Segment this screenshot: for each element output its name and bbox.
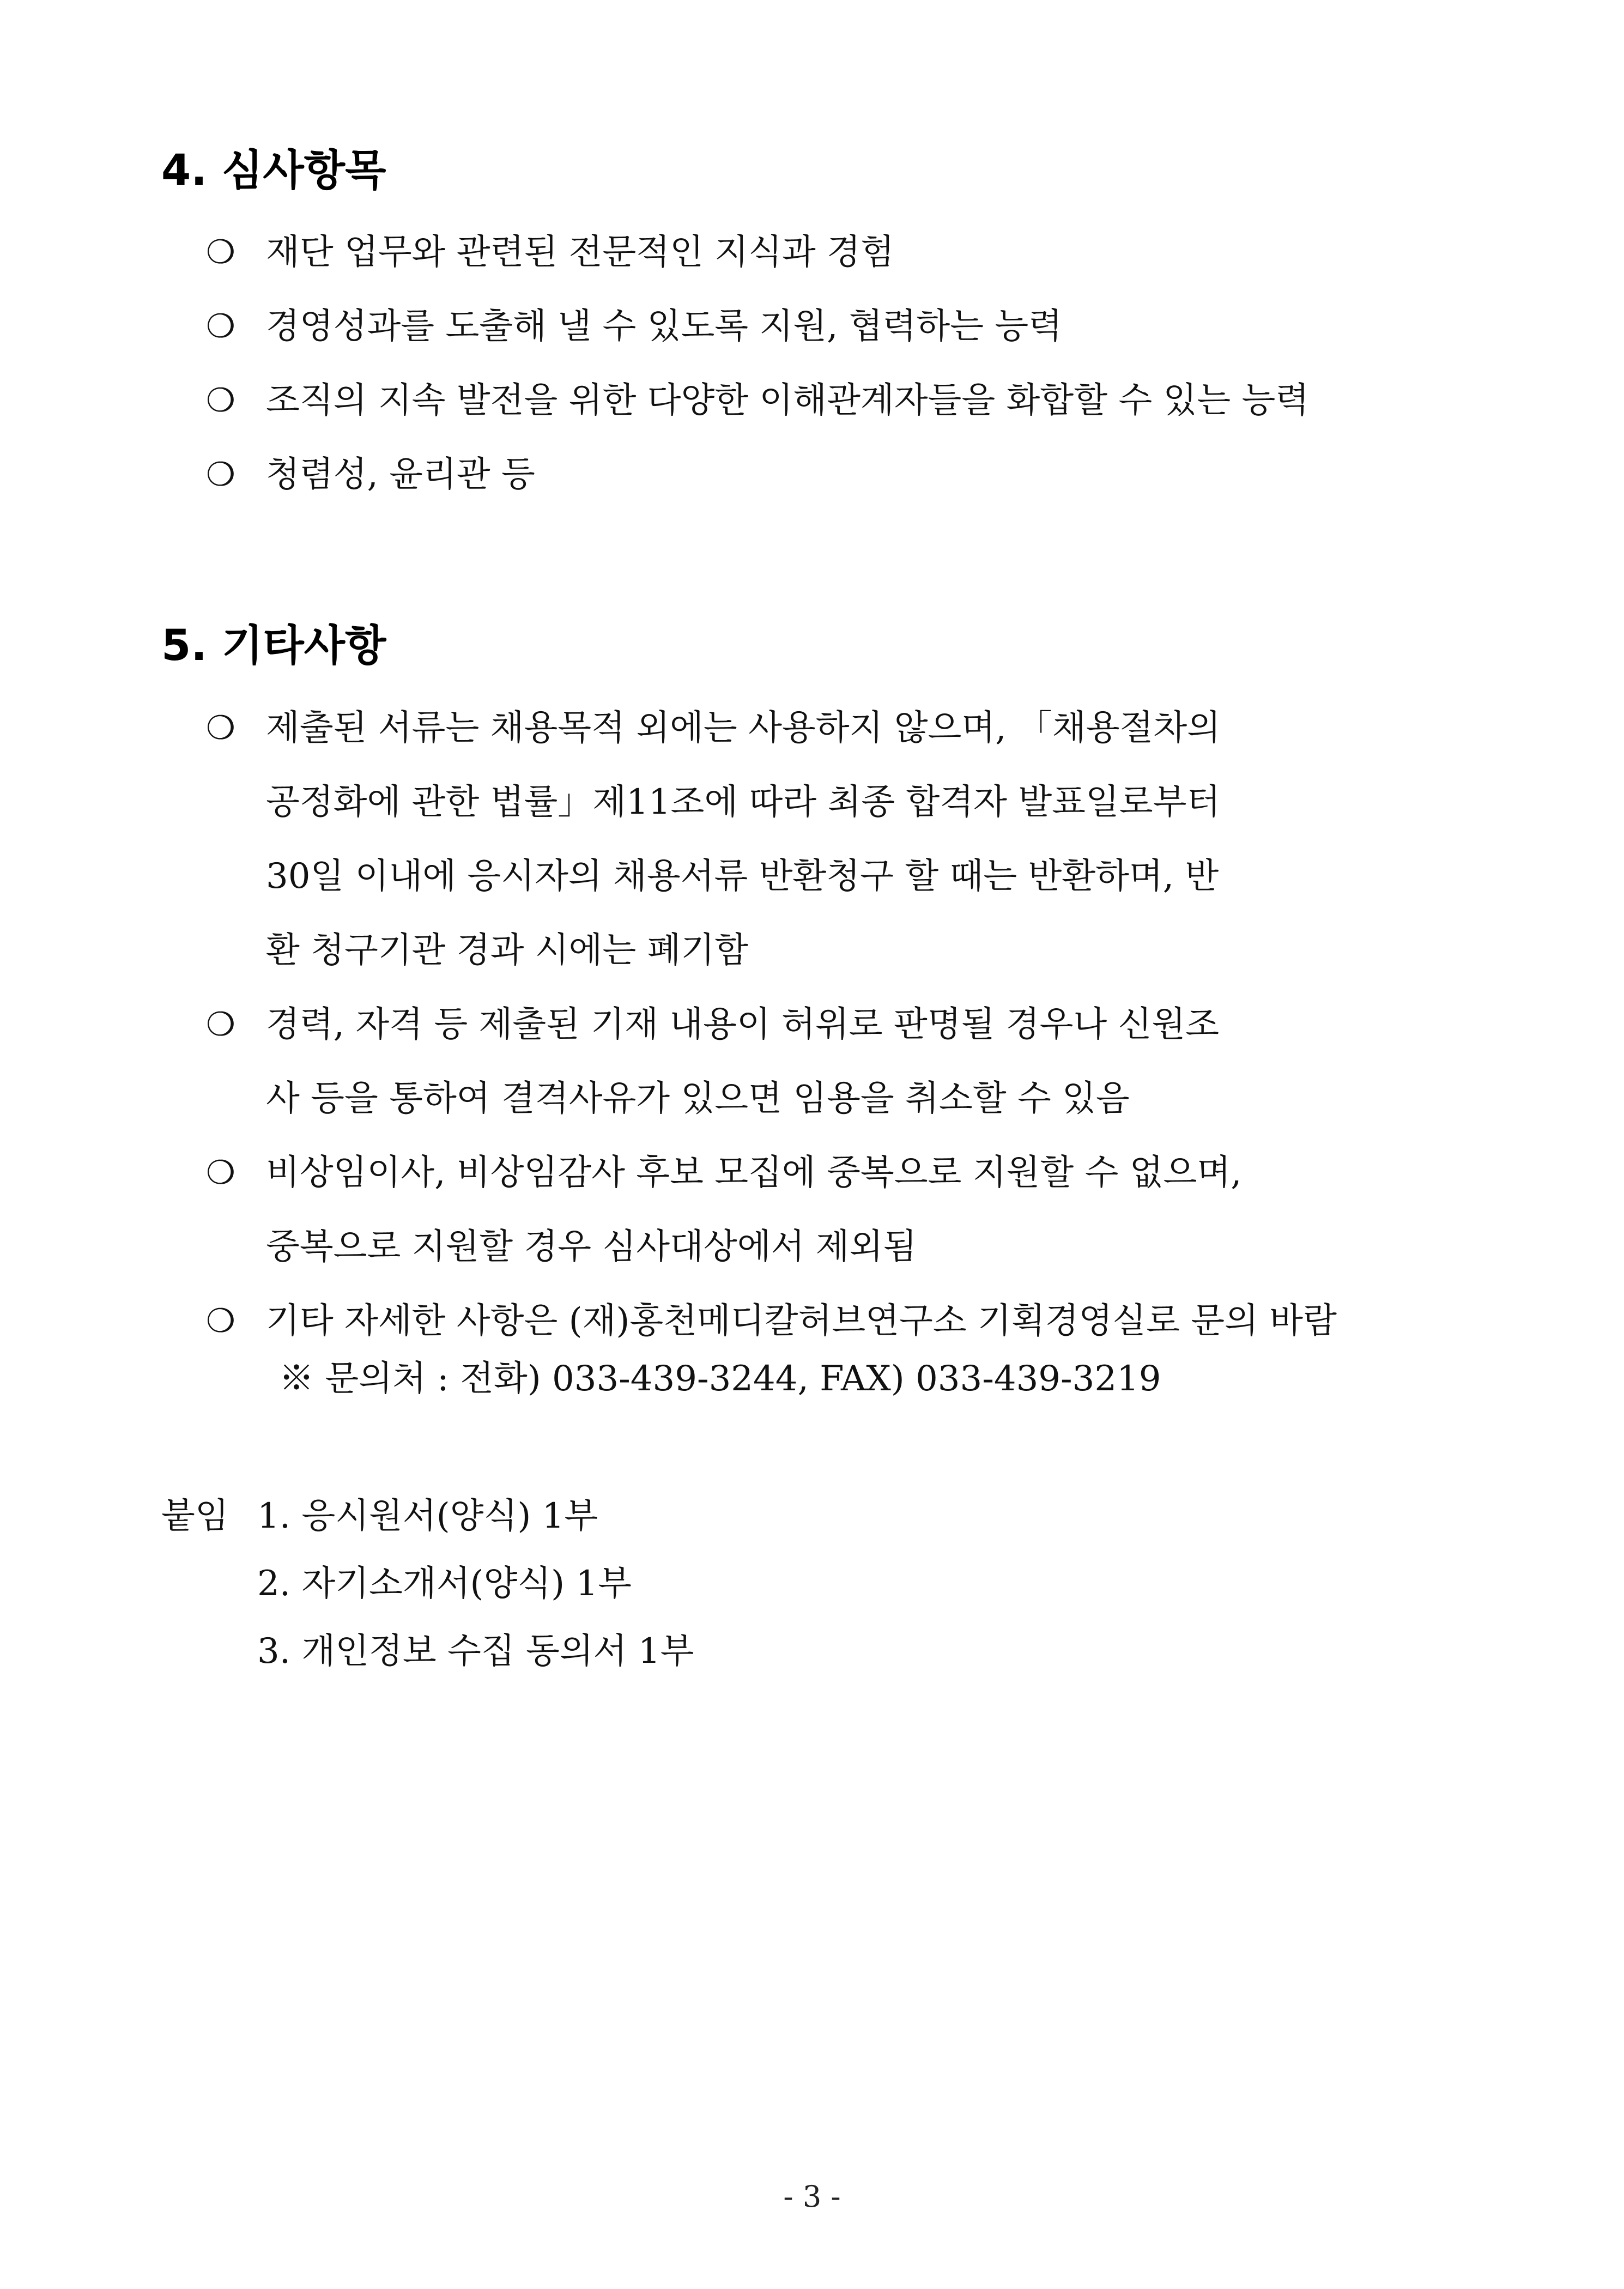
list-item-text: 경영성과를 도출해 낼 수 있도록 지원, 협력하는 능력 xyxy=(266,306,1063,347)
list-item-text: 조직의 지속 발전을 위한 다양한 이해관계자들을 화합할 수 있는 능력 xyxy=(266,380,1310,421)
list-item-text: 청렴성, 윤리관 등 xyxy=(266,455,535,495)
review-items-list xyxy=(206,215,1481,512)
circle-bullet-icon: ❍ xyxy=(206,1154,235,1192)
attachment-item: 1. 응시원서(양식) 1부 xyxy=(257,1496,598,1536)
attachments-label: 붙임 xyxy=(161,1496,229,1536)
attachment-row xyxy=(161,1550,694,1618)
circle-bullet-icon: ❍ xyxy=(206,709,235,747)
section-heading-review-items: 4. 심사항목 xyxy=(161,146,386,195)
list-item xyxy=(206,1284,1481,1358)
list-item-text-line: 제출된 서류는 채용목적 외에는 사용하지 않으며, 「채용절차의 xyxy=(266,708,1221,748)
attachment-item: 2. 자기소개서(양식) 1부 xyxy=(257,1564,632,1604)
list-item xyxy=(206,988,1481,1136)
circle-bullet-icon: ❍ xyxy=(206,1006,235,1044)
attachment-row xyxy=(161,1618,694,1685)
list-item-text-line: 경력, 자격 등 제출된 기재 내용이 허위로 판명될 경우나 신원조 xyxy=(266,1004,1220,1045)
list-item xyxy=(206,364,1481,438)
list-item-text-line: 공정화에 관한 법률」제11조에 따라 최종 합격자 발표일로부터 xyxy=(266,782,1221,822)
list-item xyxy=(206,438,1481,512)
list-item-text-line: 기타 자세한 사항은 (재)홍천메디칼허브연구소 기획경영실로 문의 바람 xyxy=(266,1301,1337,1341)
section-heading-other-matters: 5. 기타사항 xyxy=(161,621,386,670)
list-item-text-line: 사 등을 통하여 결격사유가 있으면 임용을 취소할 수 있음 xyxy=(266,1079,1130,1119)
list-item-text-line: 30일 이내에 응시자의 채용서류 반환청구 할 때는 반환하며, 반 xyxy=(266,856,1219,897)
list-item-text-line: 중복으로 지원할 경우 심사대상에서 제외됨 xyxy=(266,1227,917,1267)
circle-bullet-icon: ❍ xyxy=(206,382,235,420)
contact-note: ※ 문의처 : 전화) 033-439-3244, FAX) 033-439-3219 xyxy=(279,1359,1161,1399)
circle-bullet-icon: ❍ xyxy=(206,307,235,346)
circle-bullet-icon: ❍ xyxy=(206,1302,235,1340)
attachment-item: 3. 개인정보 수집 동의서 1부 xyxy=(257,1631,694,1672)
list-item xyxy=(206,1136,1481,1284)
attachment-row xyxy=(161,1482,694,1550)
list-item-text: 재단 업무와 관련된 전문적인 지식과 경험 xyxy=(266,232,894,272)
circle-bullet-icon: ❍ xyxy=(206,233,235,271)
page-number: - 3 - xyxy=(783,2179,841,2214)
other-matters-list xyxy=(206,691,1481,1358)
list-item xyxy=(206,691,1481,988)
circle-bullet-icon: ❍ xyxy=(206,456,235,494)
attachments-list xyxy=(161,1482,694,1685)
list-item-text-line: 비상임이사, 비상임감사 후보 모집에 중복으로 지원할 수 없으며, xyxy=(266,1153,1242,1193)
list-item-text-line: 환 청구기관 경과 시에는 폐기함 xyxy=(266,930,749,971)
list-item xyxy=(206,289,1481,364)
list-item xyxy=(206,215,1481,289)
